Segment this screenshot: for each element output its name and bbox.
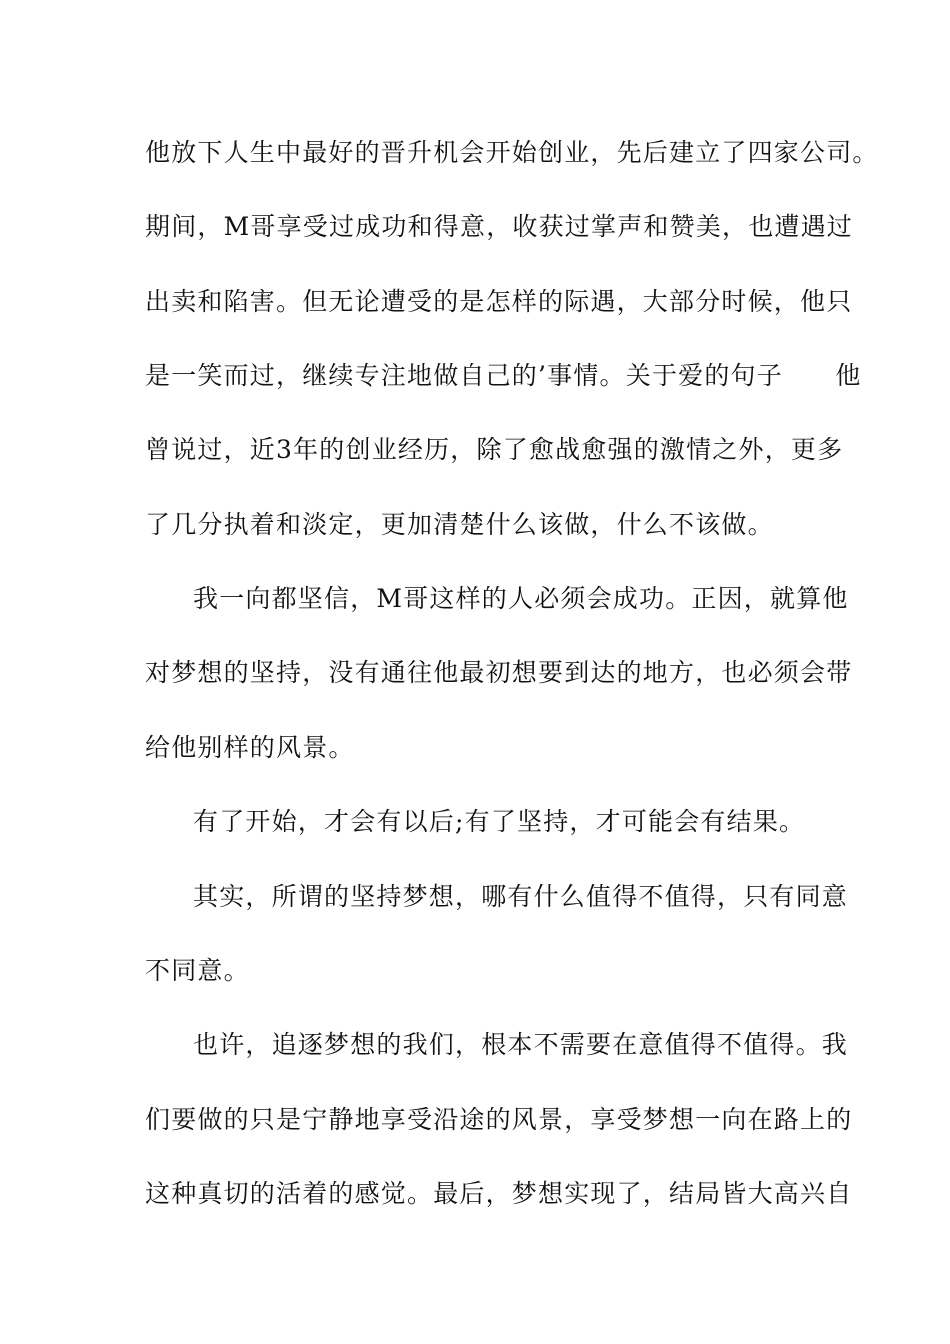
- text-line: 曾说过，近3年的创业经历，除了愈战愈强的激情之外，更多: [145, 435, 844, 464]
- text-line: 我一向都坚信，M哥这样的人必须会成功。正因，就算他: [193, 584, 849, 613]
- text-line: 对梦想的坚持，没有通往他最初想要到达的地方，也必须会带: [145, 658, 853, 687]
- text-line: 也许，追逐梦想的我们，根本不需要在意值得不值得。我: [193, 1030, 849, 1059]
- text-line: 给他别样的风景。: [145, 733, 355, 762]
- text-line: 期间，M哥享受过成功和得意，收获过掌声和赞美，也遭遇过: [145, 212, 854, 241]
- text-line: 们要做的只是宁静地享受沿途的风景，享受梦想一向在路上的: [145, 1105, 853, 1134]
- text-line: 他放下人生中最好的晋升机会开始创业，先后建立了四家公司。: [145, 138, 879, 167]
- text-line: 不同意。: [145, 956, 250, 985]
- text-line: 是一笑而过，继续专注地做自己的’事情。关于爱的句子 他: [145, 361, 862, 390]
- text-line: 出卖和陷害。但无论遭受的是怎样的际遇，大部分时候，他只: [145, 287, 853, 316]
- text-line: 有了开始，才会有以后;有了坚持，才可能会有结果。: [193, 807, 806, 836]
- text-line: 了几分执着和淡定，更加清楚什么该做，什么不该做。: [145, 510, 774, 539]
- text-line: 这种真切的活着的感觉。最后，梦想实现了，结局皆大高兴自: [145, 1179, 853, 1208]
- text-line: 其实，所谓的坚持梦想，哪有什么值得不值得，只有同意: [193, 882, 849, 911]
